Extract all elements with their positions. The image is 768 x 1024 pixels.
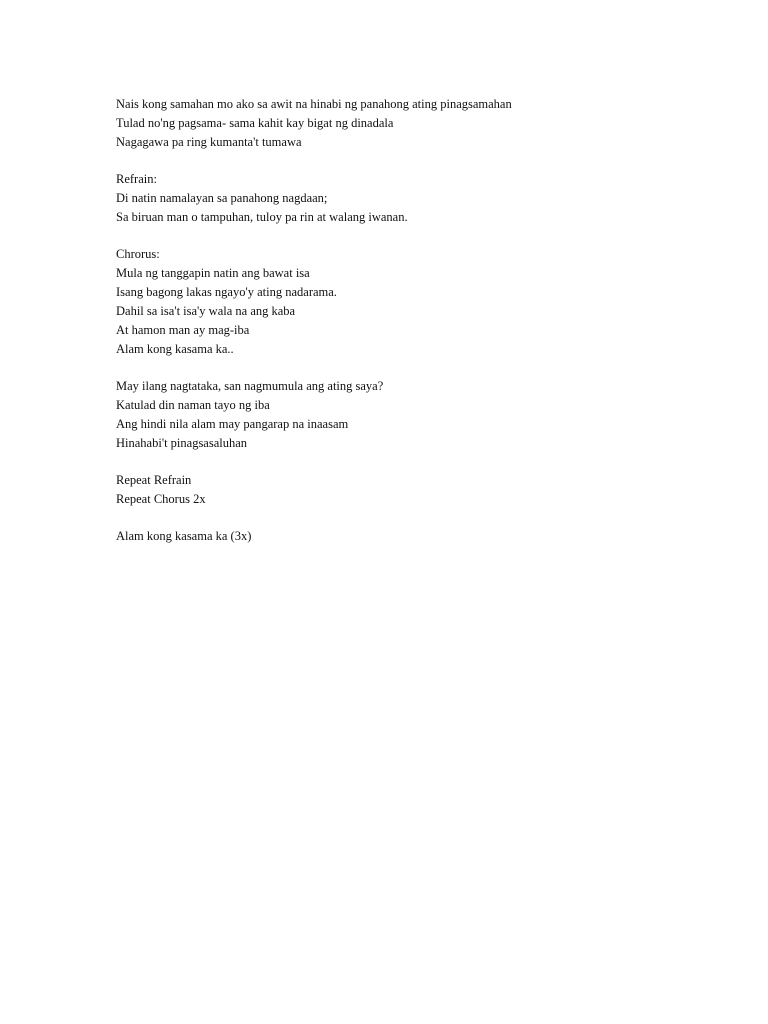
lyric-line: Tulad no'ng pagsama- sama kahit kay bigat ng dinadala	[116, 116, 394, 130]
lyric-line: Di natin namalayan sa panahong nagdaan;	[116, 191, 328, 205]
lyric-line: Sa biruan man o tampuhan, tuloy pa rin at walang iwanan.	[116, 210, 408, 224]
section-heading-refrain: Refrain:	[116, 172, 157, 186]
lyric-line: Isang bagong lakas ngayo'y ating nadarama.	[116, 285, 337, 299]
stanza-refrain	[116, 170, 736, 227]
lyric-line: Ang hindi nila alam may pangarap na inaasam	[116, 417, 349, 431]
lyric-line: Alam kong kasama ka (3x)	[116, 529, 252, 543]
lyric-line: Katulad din naman tayo ng iba	[116, 398, 270, 412]
lyric-line: Nais kong samahan mo ako sa awit na hinabi ng panahong ating pinagsamahan	[116, 97, 512, 111]
lyric-line: Alam kong kasama ka..	[116, 342, 234, 356]
lyric-line: Hinahabi't pinagsasaluhan	[116, 436, 248, 450]
lyric-line: Dahil sa isa't isa'y wala na ang kaba	[116, 304, 296, 318]
stanza-repeat-instructions	[116, 471, 736, 509]
lyric-line: Nagagawa pa ring kumanta't tumawa	[116, 135, 302, 149]
lyrics-text	[116, 95, 736, 564]
repeat-instruction: Repeat Refrain	[116, 473, 192, 487]
stanza-chorus	[116, 245, 736, 359]
lyric-line: May ilang nagtataka, san nagmumula ang ating saya?	[116, 379, 384, 393]
stanza-verse-2	[116, 377, 736, 453]
lyric-line: Mula ng tanggapin natin ang bawat isa	[116, 266, 310, 280]
stanza-verse-1	[116, 95, 736, 152]
lyric-line: At hamon man ay mag-iba	[116, 323, 250, 337]
section-heading-chorus: Chrorus:	[116, 247, 160, 261]
stanza-outro	[116, 527, 736, 546]
repeat-instruction: Repeat Chorus 2x	[116, 492, 206, 506]
